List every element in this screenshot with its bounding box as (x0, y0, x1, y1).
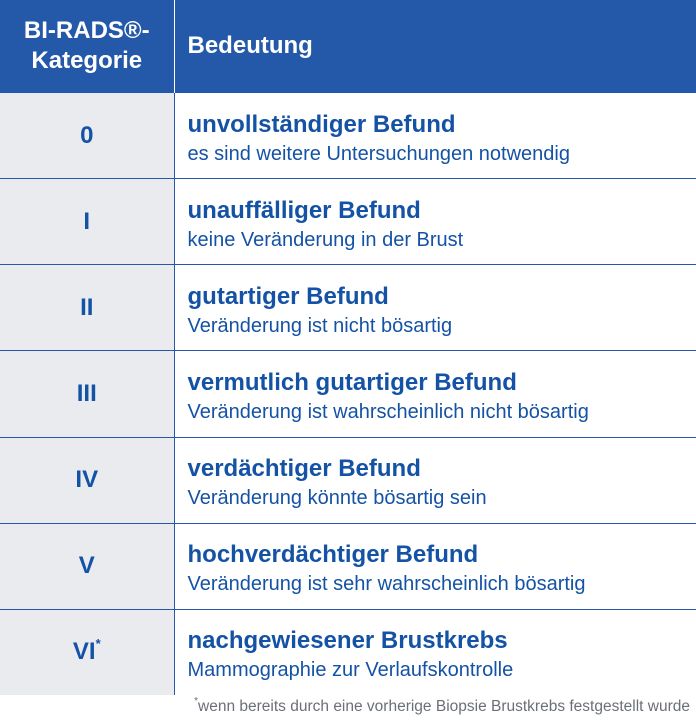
header-category (0, 0, 174, 93)
finding-description: Veränderung ist wahrscheinlich nicht bösartig (187, 400, 589, 423)
finding-title: nachgewiesener Brustkrebs (187, 627, 508, 655)
finding-title: verdächtiger Befund (187, 455, 421, 483)
category-label: IV (75, 466, 99, 494)
table-row (0, 93, 696, 179)
meaning-cell (174, 93, 696, 179)
header-meaning: Bedeutung (174, 0, 696, 93)
finding-description: Veränderung ist sehr wahrscheinlich bösartig (187, 573, 586, 596)
category-cell (0, 179, 174, 265)
category-label: III (76, 379, 97, 407)
finding-description: Mammographie zur Verlaufskontrolle (187, 659, 514, 682)
header-category-line2: Kategorie (31, 47, 143, 74)
category-cell (0, 351, 174, 437)
meaning-cell (174, 351, 696, 437)
category-label: V (78, 552, 95, 580)
meaning-cell (174, 437, 696, 523)
table-row (0, 179, 696, 265)
category-label: VI (72, 638, 96, 666)
table-row (0, 609, 696, 695)
finding-title: hochverdächtiger Befund (187, 541, 479, 569)
meaning-cell (174, 609, 696, 695)
category-cell (0, 265, 174, 351)
table-row (0, 351, 696, 437)
finding-description: Veränderung könnte bösartig sein (187, 487, 487, 510)
footnote-mark: * (194, 696, 199, 707)
meaning-cell (174, 523, 696, 609)
footnote-text: wenn bereits durch eine vorherige Biopsie Brustkrebs festgestellt wurde (198, 698, 690, 716)
category-label: 0 (80, 121, 94, 149)
finding-title: vermutlich gutartiger Befund (187, 368, 517, 396)
footnote (194, 697, 690, 716)
finding-description: es sind weitere Untersuchungen notwendig (187, 142, 570, 165)
finding-title: gutartiger Befund (187, 282, 389, 310)
table-row (0, 265, 696, 351)
category-label: II (80, 293, 94, 321)
finding-description: Veränderung ist nicht bösartig (187, 314, 453, 337)
finding-description: keine Veränderung in der Brust (187, 228, 464, 251)
category-cell (0, 609, 174, 695)
finding-title: unvollständiger Befund (187, 110, 456, 138)
table-row (0, 523, 696, 609)
header-category-line1: BI-RADS®- (23, 17, 150, 44)
category-label: I (83, 207, 91, 235)
table-row (0, 437, 696, 523)
category-cell (0, 523, 174, 609)
category-mark: * (95, 636, 101, 652)
category-cell (0, 437, 174, 523)
meaning-cell (174, 179, 696, 265)
table-header-row (0, 0, 696, 93)
finding-title: unauffälliger Befund (187, 196, 421, 224)
meaning-cell (174, 265, 696, 351)
category-cell (0, 93, 174, 179)
